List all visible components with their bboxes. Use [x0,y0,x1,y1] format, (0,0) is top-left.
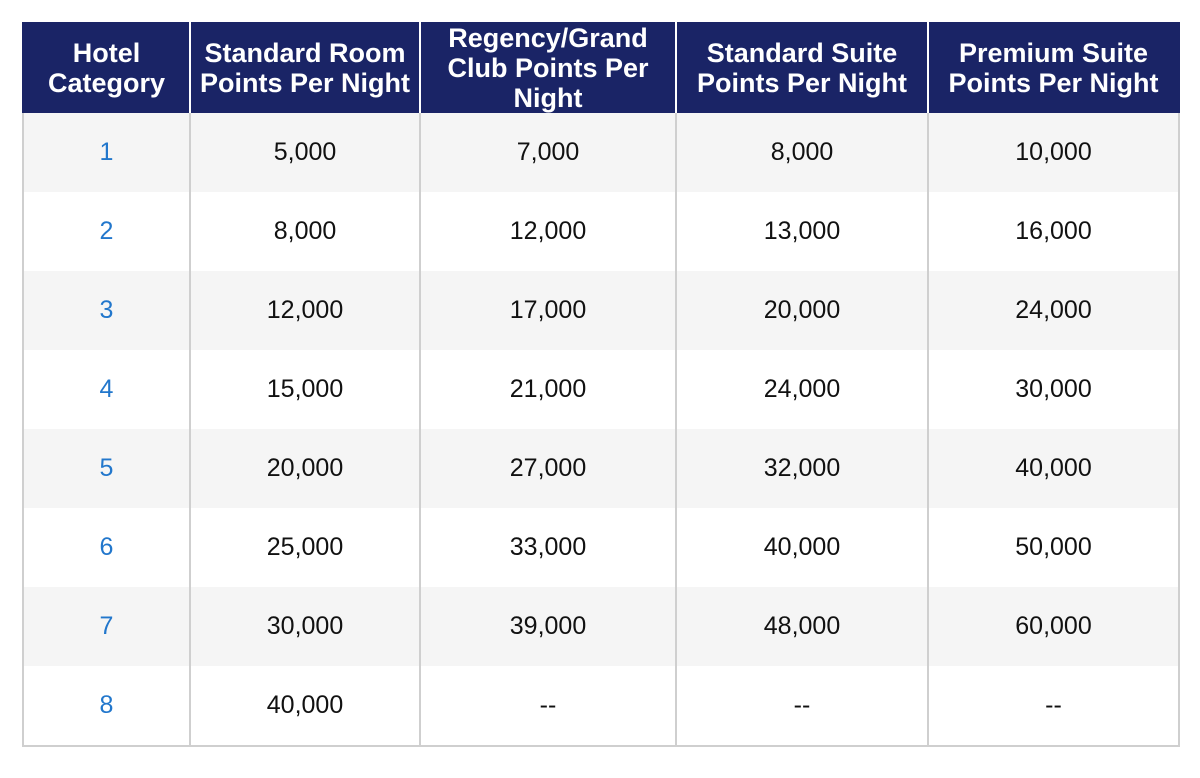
standard-suite-cell: -- [676,666,928,746]
standard-room-cell: 8,000 [190,192,420,271]
standard-suite-cell: 48,000 [676,587,928,666]
table-row [23,192,1179,271]
category-cell: 7 [23,587,190,666]
table-body [23,113,1179,746]
standard-room-cell: 30,000 [190,587,420,666]
standard-room-cell: 5,000 [190,113,420,192]
premium-suite-cell: 24,000 [928,271,1179,350]
header-hotel-category: Hotel Category [23,23,190,114]
regency-club-cell: 12,000 [420,192,676,271]
standard-suite-cell: 24,000 [676,350,928,429]
premium-suite-cell: 40,000 [928,429,1179,508]
table-row [23,271,1179,350]
standard-room-cell: 15,000 [190,350,420,429]
premium-suite-cell: 50,000 [928,508,1179,587]
category-cell: 3 [23,271,190,350]
category-cell: 6 [23,508,190,587]
header-premium-suite: Premium Suite Points Per Night [928,23,1179,114]
points-table-container [22,22,1178,747]
header-standard-room: Standard Room Points Per Night [190,23,420,114]
category-cell: 5 [23,429,190,508]
regency-club-cell: 17,000 [420,271,676,350]
regency-club-cell: 27,000 [420,429,676,508]
premium-suite-cell: 16,000 [928,192,1179,271]
category-cell: 4 [23,350,190,429]
regency-club-cell: -- [420,666,676,746]
premium-suite-cell: 30,000 [928,350,1179,429]
category-cell: 1 [23,113,190,192]
table-header [23,23,1179,114]
premium-suite-cell: 10,000 [928,113,1179,192]
premium-suite-cell: 60,000 [928,587,1179,666]
standard-suite-cell: 20,000 [676,271,928,350]
regency-club-cell: 33,000 [420,508,676,587]
regency-club-cell: 21,000 [420,350,676,429]
standard-suite-cell: 40,000 [676,508,928,587]
header-regency-grand-club: Regency/Grand Club Points Per Night [420,23,676,114]
standard-suite-cell: 32,000 [676,429,928,508]
standard-suite-cell: 8,000 [676,113,928,192]
regency-club-cell: 39,000 [420,587,676,666]
standard-suite-cell: 13,000 [676,192,928,271]
table-row [23,429,1179,508]
table-row [23,587,1179,666]
points-table [22,22,1180,747]
table-row [23,666,1179,746]
standard-room-cell: 25,000 [190,508,420,587]
premium-suite-cell: -- [928,666,1179,746]
category-cell: 2 [23,192,190,271]
table-row [23,508,1179,587]
category-cell: 8 [23,666,190,746]
header-standard-suite: Standard Suite Points Per Night [676,23,928,114]
table-row [23,350,1179,429]
standard-room-cell: 20,000 [190,429,420,508]
standard-room-cell: 40,000 [190,666,420,746]
header-row [23,23,1179,114]
regency-club-cell: 7,000 [420,113,676,192]
standard-room-cell: 12,000 [190,271,420,350]
table-row [23,113,1179,192]
